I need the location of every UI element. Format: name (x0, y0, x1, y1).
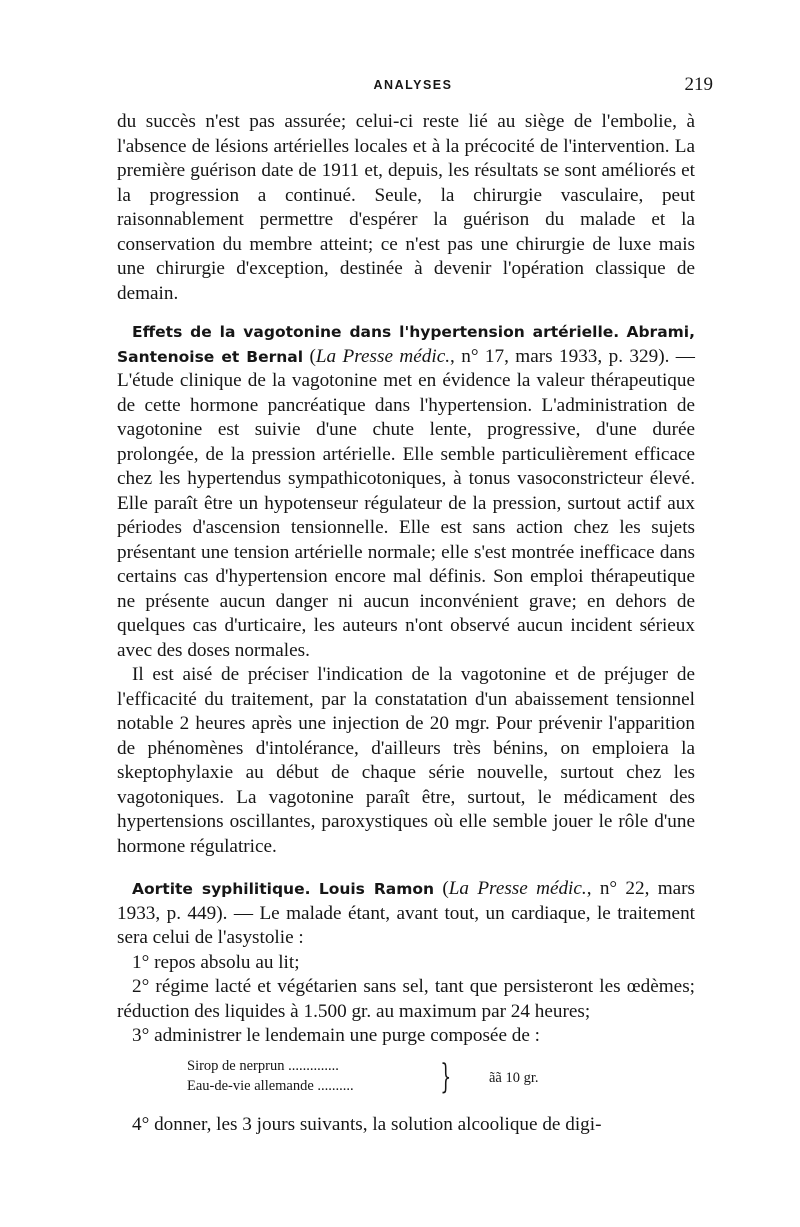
citation-open: ( (434, 878, 449, 899)
recipe-quantity: ãã 10 gr. (489, 1069, 539, 1086)
list-item: 2° régime lacté et végétarien sans sel, tant que persisteront les œdèmes; réduction des liquides à 1.500 gr. au maximum par 24 heures; (117, 976, 695, 1022)
running-head (113, 74, 713, 96)
citation-open: ( (303, 345, 316, 367)
article-authors: Louis Ramon (318, 880, 435, 898)
body-text (117, 110, 695, 1137)
article-aortite (117, 877, 695, 951)
list-item: 1° repos absolu au lit; (132, 951, 300, 973)
citation-details: , n° 17, mars 1933, p. 329). (450, 345, 670, 367)
recipe-line: Sirop de nerprun .............. (187, 1057, 339, 1074)
article-title: Aortite syphilitique. (132, 880, 311, 898)
article-title: Effets de la vagotonine dans l'hypertension artérielle. (132, 323, 620, 341)
article-vagotonine-para2: Il est aisé de préciser l'indication de la vagotonine et de préjuger de l'efficacité du traitement, par la constatation d'un abaissement tensionnel notable 2 heures après une injection de 20 mgr. Pour prévenir l'apparition de phénomènes d'intolérance, d'ailleurs très bénins, on emploiera la skeptophylaxie au début de chaque série nouvelle, surtout chez les vagotoniques. La vagotonine paraît être, surtout, le médicament des hypertensions oscillantes, paroxystiques où elle semble jouer le rôle d'une hormone régulatrice. (117, 664, 695, 857)
citation-details: , n° 22, mars 1933, p. 449). (117, 878, 695, 924)
continuation-paragraph: du succès n'est pas assurée; celui-ci reste lié au siège de l'embolie, à l'absence de lésions artérielles locales et à la précocité de l'intervention. La première guérison date de 1911 et, depuis, les résultats se sont améliorés et la progression a continué. Seule, la chirurgie vasculaire, peut raisonnablement permettre d'espérer la guérison du malade et la conservation du membre atteint; ce n'est pas une chirurgie de luxe mais une chirurgie d'exception, destinée à devenir l'opération classique de demain. (117, 111, 695, 304)
article-text: — L'étude clinique de la vagotonine met en évidence la valeur thérapeutique de cette hormone pancréatique dans l'hypertension. L'administration de vagotonine est suivie d'une chute lente, progressive, d'une durée prolongée, de la pression artérielle. Elle semble particulièrement efficace chez les hypertendus sympathicotoniques, à tonus vasoconstricteur élevé. Elle paraît être un hypotenseur régulateur de la pression, surtout actif aux périodes d'ascension tensionnelle. Elle est sans action chez les sujets présentant une tension artérielle normale; elle s'est montrée inefficace dans certains cas d'hypertension encore mal définis. Son emploi thérapeutique ne présente aucun danger ni aucun inconvénient grave; en dehors de quelques cas d'urticaire, les auteurs n'ont observé aucun incident sérieux avec des doses normales. (117, 345, 695, 661)
brace-glyph: } (440, 1056, 452, 1097)
recipe-line: Eau-de-vie allemande .......... (187, 1077, 354, 1094)
article-authors: Abrami, Santenoise et Bernal (117, 323, 695, 366)
list-item: 4° donner, les 3 jours suivants, la solution alcoolique de digi- (132, 1113, 602, 1135)
prescription-recipe (117, 1053, 695, 1107)
article-text: — Le malade étant, avant tout, un cardiaque, le traitement sera celui de l'asystolie : (117, 902, 696, 948)
journal-name: La Presse médic. (315, 345, 451, 367)
journal-name: La Presse médic. (448, 878, 587, 899)
running-title: ANALYSES (373, 78, 453, 92)
page-number: 219 (684, 74, 713, 95)
list-item: 3° administrer le lendemain une purge composée de : (132, 1025, 540, 1046)
article-vagotonine (117, 320, 695, 663)
